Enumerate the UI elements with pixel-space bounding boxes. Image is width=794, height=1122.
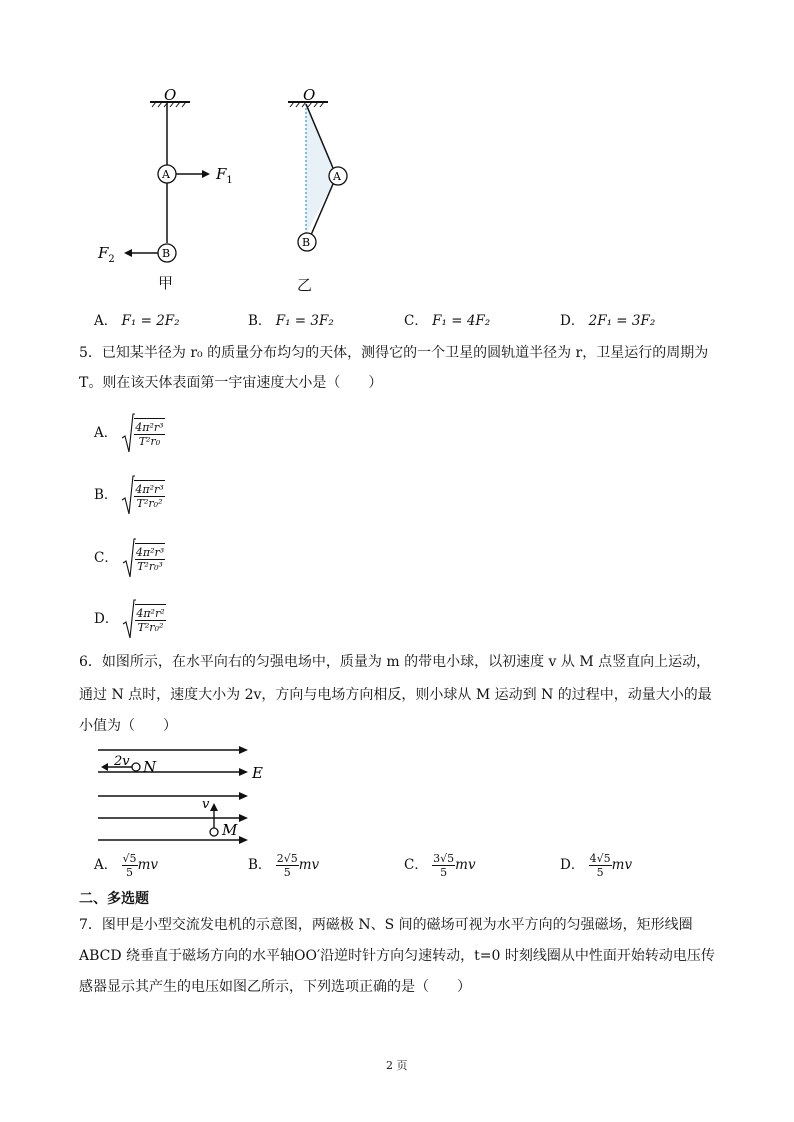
- q7-stem-line3: 感器显示其产生的电压如图乙所示，下列选项正确的是（ ）: [79, 979, 471, 995]
- q5-option-letter: C．: [94, 550, 118, 566]
- q5-stem-line1: 5．已知某半径为 r₀ 的质量分布均匀的天体，测得它的一个卫星的圆轨道半径为 r，卫星运行的周期为: [79, 345, 709, 361]
- force-f1-label: $F_1$: [216, 165, 233, 186]
- q5-option-a[interactable]: [94, 412, 165, 454]
- ball-a-right-label: A: [333, 170, 341, 183]
- sqrt-radicand: $\frac{\text{4π²r³}}{\text{T²r₀²}}$: [134, 480, 164, 510]
- page-number: 2 页: [386, 1059, 408, 1072]
- q5-stem-line2: T。则在该天体表面第一宇宙速度大小是（ ）: [79, 375, 383, 391]
- sqrt-sign: [121, 474, 135, 516]
- q5-option-letter: A．: [94, 425, 118, 441]
- q6-option-letter: B．: [248, 857, 272, 873]
- q6-option-letter: D．: [560, 857, 585, 873]
- pivot-o-right: O: [303, 86, 316, 104]
- q5-option-c[interactable]: [94, 537, 165, 579]
- q4-option-a[interactable]: A． F₁ = 2F₂: [94, 313, 180, 329]
- q6-option-tail: mv: [137, 857, 158, 873]
- q4-option-c[interactable]: C． F₁ = 4F₂: [404, 313, 491, 329]
- caption-yi: 乙: [297, 276, 313, 294]
- point-n: [132, 763, 140, 771]
- sqrt-radicand: $\frac{\text{4π²r²}}{\text{T²r₀²}}$: [135, 604, 165, 634]
- q5-option-letter: B．: [94, 487, 118, 503]
- figure-electric-field: [96, 742, 286, 850]
- q6-option-b[interactable]: [248, 852, 319, 879]
- ball-b-right-label: B: [302, 236, 311, 249]
- q5-option-b[interactable]: [94, 474, 165, 516]
- q6-option-c[interactable]: [404, 852, 476, 879]
- sqrt-radicand: $\frac{\text{4π²r³}}{\text{T²r₀³}}$: [135, 543, 165, 573]
- label-m: M: [222, 821, 238, 839]
- caption-jia: 甲: [158, 274, 174, 292]
- section-title-multi: 二、多选题: [79, 891, 149, 907]
- q5-option-d[interactable]: [94, 598, 166, 640]
- q6-option-fraction: $\frac{3√5}{5}$: [433, 852, 455, 879]
- pivot-o-left: O: [164, 86, 177, 104]
- q6-option-tail: mv: [455, 857, 476, 873]
- q7-stem-line1: 7．图甲是小型交流发电机的示意图，两磁极 N、S 间的磁场可视为水平方向的匀强磁场，矩形线圈: [79, 917, 693, 933]
- sqrt-sign: [122, 537, 136, 579]
- label-e: E: [252, 764, 263, 782]
- q6-option-d[interactable]: [560, 852, 632, 879]
- sqrt-sign: [121, 412, 135, 454]
- point-m: [210, 828, 218, 836]
- q6-stem-line3: 小值为（ ）: [79, 718, 177, 734]
- force-f2-label: $F_2$: [98, 244, 115, 265]
- label-n: N: [143, 758, 157, 776]
- label-v: v: [202, 797, 210, 812]
- q6-stem-line2: 通过 N 点时，速度大小为 2v，方向与电场方向相反，则小球从 M 运动到 N 的过程中，动量大小的最: [79, 687, 712, 703]
- q5-option-letter: D．: [94, 611, 119, 627]
- ball-a-left-label: A: [162, 168, 170, 181]
- q6-option-fraction: $\frac{√5}{5}$: [122, 852, 137, 879]
- sqrt-radicand: $\frac{\text{4π²r³}}{\text{T²r₀}}$: [134, 418, 164, 448]
- label-2v: 2v: [114, 754, 130, 769]
- q7-stem-line2: ABCD 绕垂直于磁场方向的水平轴OO′沿逆时针方向匀速转动，t=0 时刻线圈从中性面开始转动电压传: [79, 948, 715, 964]
- q4-option-d[interactable]: D． 2F₁ = 3F₂: [560, 313, 656, 329]
- q4-option-b[interactable]: B． F₁ = 3F₂: [248, 313, 334, 329]
- q6-option-fraction: $\frac{4√5}{5}$: [589, 852, 611, 879]
- q6-option-tail: mv: [611, 857, 633, 873]
- q6-option-a[interactable]: [94, 852, 158, 879]
- figure-pendulums: [90, 80, 380, 295]
- q6-option-letter: A．: [94, 857, 118, 873]
- q6-option-letter: C．: [404, 857, 428, 873]
- q6-stem-line1: 6．如图所示，在水平向右的匀强电场中，质量为 m 的带电小球，以初速度 v 从 M 点竖直向上运动，: [79, 654, 711, 670]
- q6-option-fraction: $\frac{2√5}{5}$: [276, 852, 298, 879]
- ball-b-left-label: B: [162, 247, 171, 260]
- q6-option-tail: mv: [298, 857, 320, 873]
- sqrt-sign: [122, 598, 136, 640]
